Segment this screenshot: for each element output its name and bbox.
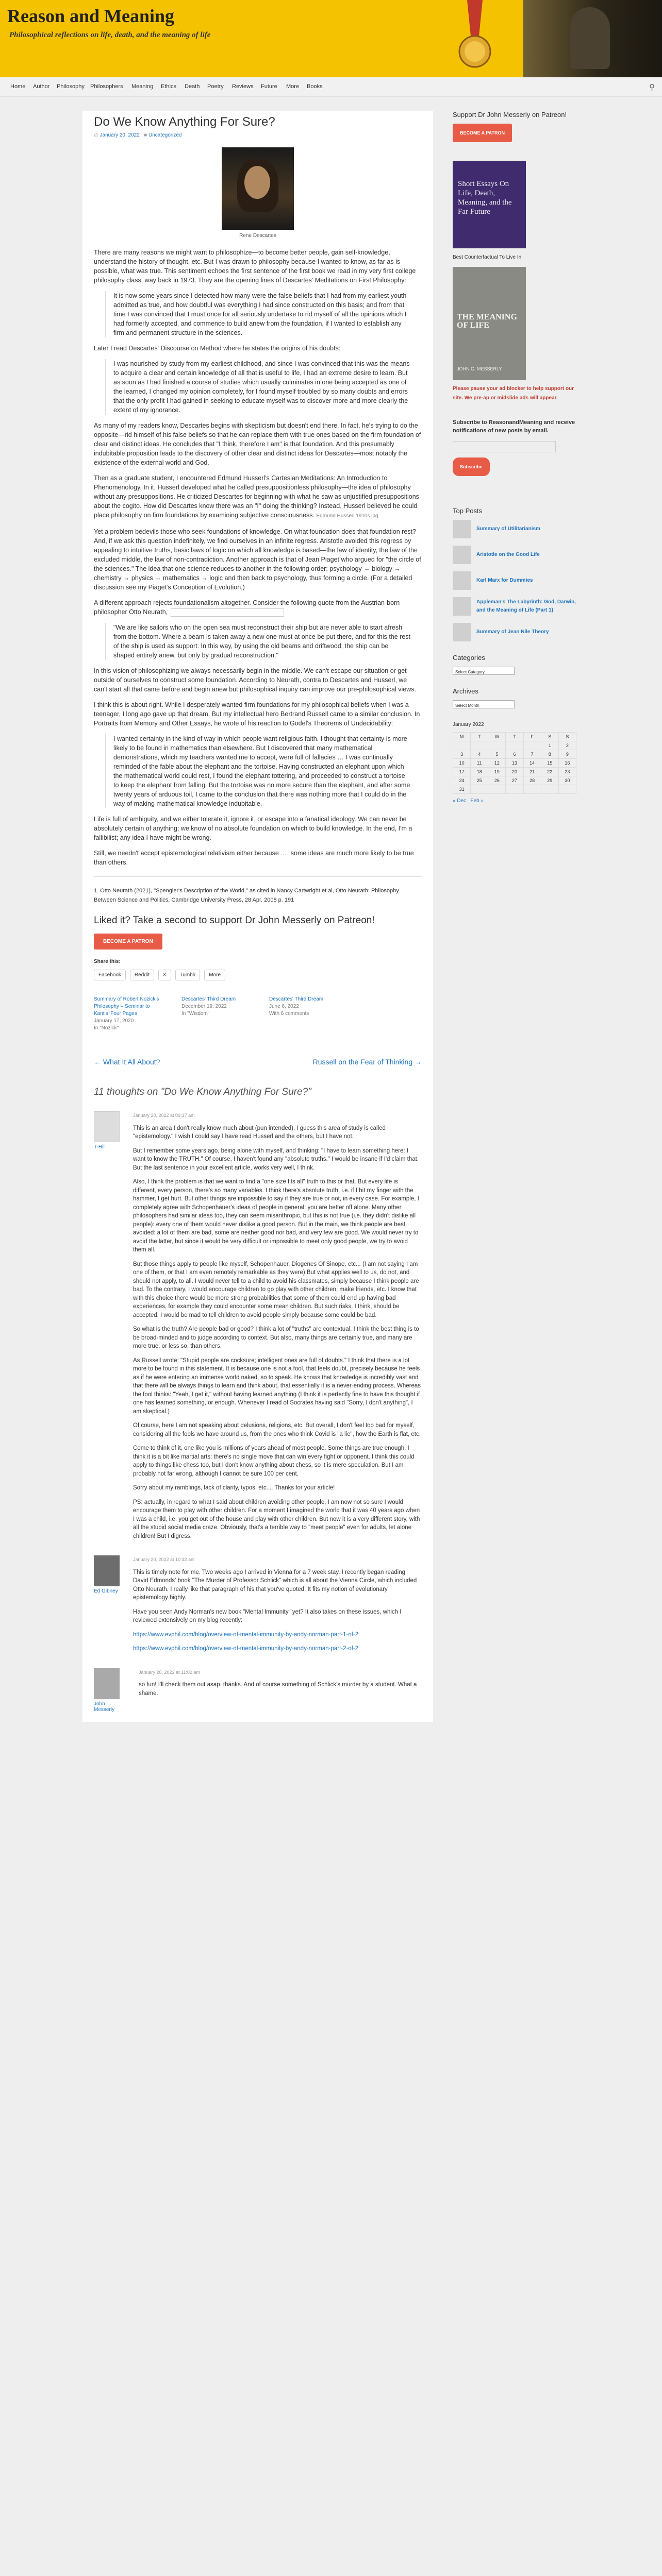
comment-paragraph: so fun! I'll check them out asap. thanks. And of course something of Schlick's murder by a student. What a shame. <box>138 1682 417 1697</box>
comment-paragraph: Sorry about my ramblings, lack of clarity, typos, etc.... Thanks for your article! <box>133 1485 335 1491</box>
related-post[interactable]: Summary of Robert Nozick's Philosophy – Seminar to Kant's 'Four Pages January 17, 2020 In "Nozick" <box>94 996 159 1031</box>
share-buttons <box>94 970 422 980</box>
comments-title: 11 thoughts on "Do We Know Anything For Sure?" <box>94 1087 311 1097</box>
comment-date[interactable]: January 20, 2022 at 11:02 am <box>138 1669 200 1675</box>
categories-heading: Categories <box>453 654 485 662</box>
nav-item-ethics[interactable]: Ethics <box>161 83 176 90</box>
comment-paragraph: So what is the truth? Are people bad or good? I think a lot of "truths" are contextual. I think the best thing is to be broad-minded and to judge according to context. But also, many things are certainly true, and many are more true, or less so, than others. <box>133 1326 419 1349</box>
blockquote: I was nourished by study from my earliest childhood, and since I was convinced that this was the means to acquire a clear and certain knowledge of all that is useful to life, I had an extreme desire to learn. But as soon as I had finished a course of studies which usually culminates in one being accepted as one of the learned, I changed my opinion completely, for I found myself troubled by so many doubts and errors that the only profit I had gained in seeking to educate myself was to discover more and more clearly the extent of my ignorance. <box>105 359 410 415</box>
paragraph: Later I read Descartes' Discourse on Method where he states the origins of his doubts: <box>94 345 341 352</box>
site-title[interactable]: Reason and Meaning <box>7 6 175 26</box>
post-title: Do We Know Anything For Sure? <box>94 115 275 129</box>
paragraph: There are many reasons we might want to philosophize—to become better people, gain self-knowledge, understand the history of thought, etc. But I was drawn to philosophy because I wanted to know, as far as is possible, what was true. This sentiment echoes the first sentence of the first book we read in my very first college philosophy class, way back in 1973. They are the opening lines of Descartes' Meditations on First Philosophy: <box>94 249 416 284</box>
related-post[interactable]: Descartes' Third Dream June 6, 2022 With 6 comments <box>269 996 324 1016</box>
paragraph: A different approach rejects foundationalism altogether. Consider the following quote from the Austrian-born philosopher Otto Neurath, <box>94 599 400 616</box>
related-posts <box>94 996 422 1032</box>
image-caption: Rene Descartes <box>239 233 276 239</box>
blockquote: I wanted certainty in the kind of way in which people want religious faith. I thought that certainty is more likely to be found in mathematics than elsewhere. But I discovered that many mathematical demonstrations, which my teachers wanted me to accept, were full of fallacies … I was continually reminded of the fable about the elephant and the tortoise. Having constructed an elephant upon which the mathematical world could rest, I found the elephant tottering, and proceeded to construct a tortoise to keep the elephant from falling. But the tortoise was no more secure than the elephant, and after some twenty years of arduous toil, I came to the conclusion that there was nothing more that I could do in the way of making mathematical knowledge indubitable. <box>105 734 410 808</box>
image-placeholder <box>171 608 284 617</box>
top-post[interactable]: Summary of Jean Nile Theory <box>453 623 576 641</box>
search-icon[interactable]: ⚲ <box>649 83 655 92</box>
comment-paragraph: Have you seen Andy Norman's new book "Mental Immunity" yet? It also takes on these issues, which I reviewed extensively on my blog recently: <box>133 1608 402 1623</box>
archives-heading: Archives <box>453 687 478 695</box>
nav-item-philosophy[interactable]: Philosophy <box>57 83 85 90</box>
comment-author[interactable]: John Messerly <box>94 1701 115 1713</box>
footnote: 1. Otto Neurath (2021), "Spengler's Description of the World," as cited in Nancy Cartwright et al, Otto Neurath: Philosophy Between Science and Politics, Cambridge University Press, 28 Apr. 2008 p. 191 <box>94 888 399 903</box>
adblock-notice: Please pause your ad blocker to help support our site. We pre-ap or midslide ads will appear. <box>453 386 574 401</box>
nav-item-reviews[interactable]: Reviews <box>232 83 254 90</box>
comment <box>94 1111 422 1546</box>
nav-item-home[interactable]: Home <box>10 83 26 90</box>
comment-paragraph: As Russell wrote: "Stupid people are cocksure; intelligent ones are full of doubts." I think that there is a lot more to be found in this statement. It is because one is not a fool, that feels doubt, precisely because he feels as if he were entering an immense world naked, so to speak. He knows that knowledge is incredibly vast and that there will be always things to learn and think about, that essentially it is a never-ending process. Whereas the fool thinks: "Yeah, I get it," without having learned anything (I think it is perfectly fine to have this thought if one has learned something, or enough. Whenever I read of Socrates having said "Sorry, I don't anything", I am skeptical.) <box>133 1357 421 1415</box>
archive-select[interactable]: Select Month <box>453 700 515 708</box>
paragraph: In this vision of philosophizing we always necessarily begin in the middle. We can't escape our situation or get outside of ourselves to construct some foundation. According to Neurath, contra to Descartes and Husserl, we can't start all that came before and begin anew but philosophical inquiry can improve our pre-philosophical views. <box>94 667 416 693</box>
sidebar <box>453 111 576 2576</box>
nav-item-meaning[interactable]: Meaning <box>131 83 154 90</box>
comment-link[interactable]: https://www.evphil.com/blog/overview-of-mental-immunity-by-andy-norman-part-2-of-2 <box>133 1646 359 1652</box>
nav-item-books[interactable]: Books <box>307 83 323 90</box>
comment-link[interactable]: https://www.evphil.com/blog/overview-of-mental-immunity-by-andy-norman-part-1-of-2 <box>133 1631 359 1638</box>
share-reddit-button[interactable]: Reddit <box>130 970 154 980</box>
comment-paragraph: But I remember some years ago, being alone with myself, and thinking: "I have to learn something here: I want to know the TRUTH." Of course, I haven't found any "absolute truths." I would be insane if I'd claim that. But the last sentence in your excellent article, works very well, I think. <box>133 1147 419 1171</box>
comment-date[interactable]: January 20, 2022 at 10:42 am <box>133 1557 195 1562</box>
paragraph: As many of my readers know, Descartes begins with skepticism but doesn't end there. In fact, he's trying to do the opposite—rid himself of his false beliefs so that he can replace them with true ones based on the firm foundation of clear and distinct ideas. He concludes that "I think, therefore I am" is that foundation. And this presumably indubitable proposition leads to the discovery of other clear and distinct ideas for Descartes—most notably the existence of the external world and God. <box>94 422 421 466</box>
post-category[interactable]: Uncategorized <box>148 132 182 138</box>
paragraph: Then as a graduate student, I encountered Edmund Husserl's Cartesian Meditations: An Introduction to Phenomenology. In it, Husserl developed what he called presuppositionless philosophy—the idea of philosophy without any presuppositions. He criticized Descartes for beginning with what he saw as unjustified presuppositions about the cogito. How did Descartes know there was an "I" doing the thinking? Instead, Husserl believed he could place philosophy on firm foundations by examining subjective consciousness. Edmund Husserl 1910s.jpg <box>94 474 419 519</box>
header-sculpture-image <box>523 0 662 77</box>
main-navigation <box>0 77 662 97</box>
award-medal-icon <box>456 0 494 77</box>
email-field[interactable] <box>453 441 556 452</box>
book-cover-short-essays[interactable]: Short Essays On Life, Death, Meaning, and the Far Future <box>453 161 526 248</box>
comment-paragraph: Also, I think the problem is that we want to find a "one size fits all" truth to this or that. But every life is different, every person, there's so many variables. I think there's absolute truth, i.e. if I hit my finger with the hammer, I get hurt. But other things are impossible to say if they are true or not, in every case. For example, I completely agree with Schopenhauer's ideas of people in general: you are better off alone. Many other philosophers had similar ideas too, they can seem misanthropic, but this is not true (i.e. they didn't dislike all people): every one of them would never dislike a good person. But in the main, we think people are best avoided: a lot of them are bad, some are neither good nor bad, and very few are good. We would never try to avoid the latter, but since it would be very difficult or impossible to meet only good people, we try to avoid them all. <box>133 1179 419 1253</box>
next-post-link[interactable]: Russell on the Fear of Thinking → <box>312 1058 422 1066</box>
comment-author[interactable]: T-Hill <box>94 1144 106 1150</box>
husserl-image-alt: Edmund Husserl 1910s.jpg <box>316 513 378 519</box>
calendar-icon: ◴ <box>94 132 100 138</box>
previous-post-link[interactable]: ← What It All About? <box>94 1058 160 1066</box>
calendar: M T W T F S S 1 2 3 4 5 6 7 8 9 10 11 12 13 14 15 16 17 18 19 20 21 22 23 24 25 26 27 28 29 30 31 <box>453 732 576 794</box>
comment-paragraph: But those things apply to people like myself, Schopenhauer, Diogenes Of Sinope, etc... (I am not saying I am one of them, or that I am even remotely remarkable as they were) But what applies well to us, do not, and should not apply, to all. I would never tell to a child to avoid his classmates, simply because I think people are bad. To the contrary, I would encourage children to go play with other children, make friends, etc. I know that with this choice there would be more strong probabilities that some of them could end up having bad experiences, for example they could encounter some mean children. But such risks, I think, should be accepted. I would be mad to tell children to avoid people simply because some could be bad. <box>133 1261 419 1318</box>
paragraph: Yet a problem bedevils those who seek foundations of knowledge. On what foundation does that foundation rest? And, if we ask this question indefinitely, we find ourselves in an infinite regress. Aristotle avoided this regress by appealing to intuitive truths, basic laws of logic on which all knowledge is based—the law of identity, the law of the excluded middle, the law of non-contradiction. Another approach is that of Jean Piaget who argued for "the circle of the sciences." The idea that one science reduces to another in the following order: psychology → biology → chemistry → physics → mathematics → logic and then back to psychology, thus forming a circle. (For a detailed discussion see my Piaget's Conception of Evolution.) <box>94 528 421 591</box>
post-meta <box>94 132 422 138</box>
comment-paragraph: This is an area I don't really know much about (pun intended). I guess this area of study is called "epistemology." I wish I could say I have read Husserl and the others, but I have not. <box>133 1125 386 1140</box>
comment-date[interactable]: January 20, 2022 at 09:17 am <box>133 1113 195 1118</box>
top-post[interactable]: Appleman's The Labyrinth: God, Darwin, and the Meaning of Life (Part 1) <box>453 597 576 616</box>
calendar-prev-link[interactable]: « Dec <box>453 798 467 804</box>
comment <box>94 1555 422 1659</box>
post-date[interactable]: January 20, 2022 <box>100 132 140 138</box>
book-cover-meaning-of-life[interactable]: THE MEANING OF LIFE JOHN G. MESSERLY <box>453 267 526 380</box>
paragraph: Life is full of ambiguity, and we either tolerate it, ignore it, or escape into a fanatical ideology. We can never be absolutely certain of anything; we know of no absolute foundation on which to build knowledge. In the end, I'm a fallibilist; any idea I have might be wrong. <box>94 816 412 841</box>
descartes-portrait <box>222 147 294 230</box>
comment-paragraph: Of course, here I am not speaking about delusions, religions, etc. But overall, I don't feel too bad for myself, considering all the fools we have around us, from the ones who think Covid is "a lie", how the Earth is flat, etc. <box>133 1422 421 1437</box>
share-more-button[interactable]: More <box>204 970 225 980</box>
top-post[interactable]: Summary of Utilitarianism <box>453 520 576 538</box>
category-select[interactable]: Select Category <box>453 667 515 675</box>
nav-item-future[interactable]: Future <box>261 83 277 90</box>
blockquote: "We are like sailors who on the open sea must reconstruct their ship but are never able to start afresh from the bottom. Where a beam is taken away a new one must at once be put there, and for this the rest of the ship is used as support. In this way, by using the old beams and driftwood, the ship can be shaped entirely anew, but only by gradual reconstruction." <box>105 623 410 660</box>
article <box>82 111 433 1722</box>
comment-author[interactable]: Ed Gibney <box>94 1588 118 1594</box>
nav-item-author[interactable]: Author <box>33 83 50 90</box>
sidebar-support-heading: Support Dr John Messerly on Patreon! <box>453 111 567 118</box>
share-facebook-button[interactable]: Facebook <box>94 970 126 980</box>
subscribe-text: Subscribe to ReasonandMeaning and receive notifications of new posts by email. <box>453 419 575 434</box>
nav-item-philosophers[interactable]: Philosophers <box>90 83 123 90</box>
sidebar-caption: Best Counterfactual To Live In <box>453 255 522 260</box>
calendar-next-link[interactable]: Feb » <box>470 798 484 804</box>
top-posts-heading: Top Posts <box>453 507 483 515</box>
top-post[interactable]: Aristotle on the Good Life <box>453 546 576 564</box>
blockquote: It is now some years since I detected how many were the false beliefs that I had from my earliest youth admitted as true, and how doubtful was everything I had since constructed on this basis; and from that time I was convinced that I must once for all seriously undertake to rid myself of all the opinions which I had formerly accepted, and commence to build anew from the foundation, if I wanted to establish any firm and permanent structure in the sciences. <box>105 291 410 337</box>
patreon-support-heading: Liked it? Take a second to support Dr John Messerly on Patreon! <box>94 915 375 926</box>
share-tumblr-button[interactable]: Tumblr <box>175 970 201 980</box>
share-label: Share this: <box>94 959 121 964</box>
calendar-title: January 2022 <box>453 722 484 727</box>
related-post[interactable]: Descartes' Third Dream December 19, 2022 In "Wisdom" <box>181 996 236 1016</box>
nav-item-death[interactable]: Death <box>185 83 200 90</box>
avatar <box>94 1111 120 1142</box>
comment-paragraph: Come to think of it, one like you is millions of years ahead of most people. Some things are true enough. I think it is a bit like martial arts: there's no single move that can win every fight or opponent. I think this could apply to things like chess too, but I don't know anything about chess, so it is mere speculation. But I am probably not far wrong, although I cannot be sure 100 per cent. <box>133 1445 415 1477</box>
comment-paragraph: This is timely note for me. Two weeks ago I arrived in Vienna for a 7 week stay. I recently began reading David Edmonds' book "The Murder of Professor Schlick" which is all about the Vienna Circle, which included Otto Neurath. I really like that paragraph of his that you've quoted. It fits my notion of evolutionary epistemology highly. <box>133 1569 417 1601</box>
folder-icon: ■ <box>144 132 148 138</box>
avatar <box>94 1668 120 1699</box>
comment <box>94 1668 422 1713</box>
nav-item-poetry[interactable]: Poetry <box>207 83 224 90</box>
post-navigation <box>94 1058 422 1066</box>
subscribe-button[interactable]: Subscribe <box>453 457 490 476</box>
become-patron-button[interactable]: BECOME A PATRON <box>94 934 162 950</box>
nav-item-more[interactable]: More <box>286 83 300 90</box>
comment-paragraph: PS: actually, in regard to what I said about children avoiding other people, I am now not so sure I would encourage them to play with other children. For a moment I imagined the world that it was 40 years ago when I was a child, i.e. you get out of the house and play with other children. But now it is a very different story, with all the stupid social media craze. Obviously, that's a terrible way to "meet people" even for adults, let alone children! But I digress. <box>133 1499 420 1539</box>
top-post[interactable]: Karl Marx for Dummies <box>453 571 576 590</box>
share-x-button[interactable]: X <box>158 970 171 980</box>
avatar <box>94 1555 120 1586</box>
sidebar-patron-button[interactable]: BECOME A PATRON <box>453 124 512 142</box>
paragraph: Still, we needn't accept epistemological relativism either because …. some ideas are much more likely to be true than others. <box>94 850 414 866</box>
paragraph: I think this is about right. While I desperately wanted firm foundations for my philosophical beliefs when I was a teenager, I long ago gave up that dream. But my intellectual hero Bertrand Russell came to a similar conclusion. In Portraits from Memory and Other Essays, he wrote of his reaction to Gödel's Theorems of Undecidability: <box>94 701 420 727</box>
site-header <box>0 0 662 77</box>
site-tagline: Philosophical reflections on life, death, and the meaning of life <box>9 31 211 39</box>
